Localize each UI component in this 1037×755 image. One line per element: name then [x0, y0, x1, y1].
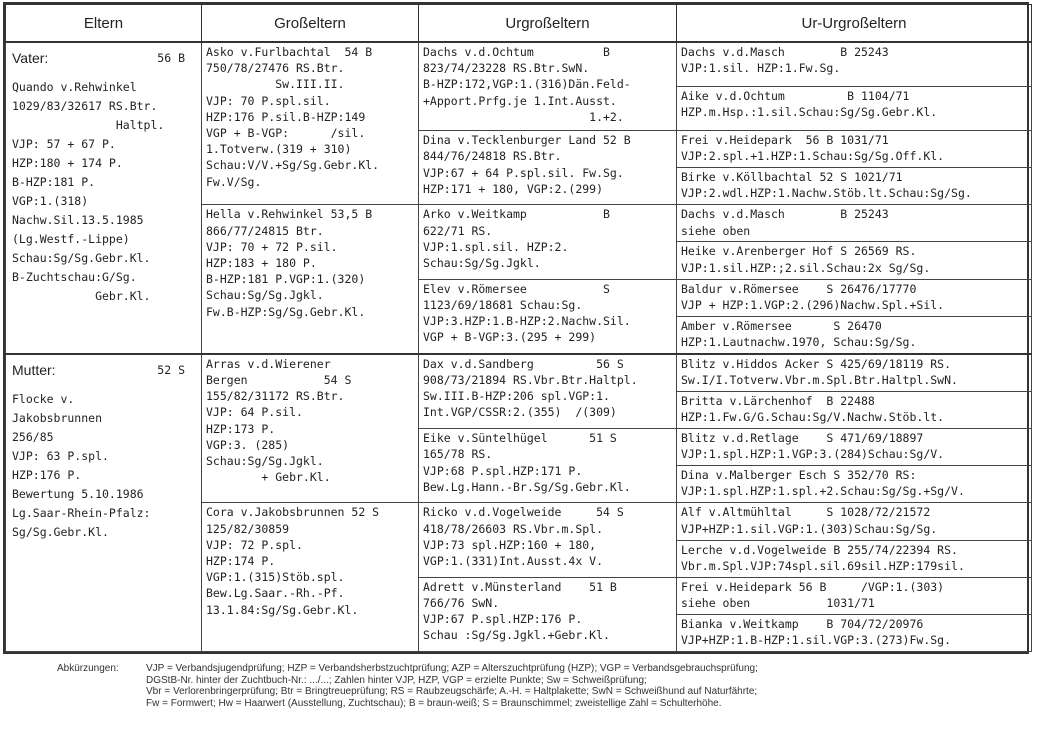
- entry-line: VGP + B-VGP: /sil.: [206, 126, 366, 141]
- great-great-grandparent-cell: [677, 577, 1032, 614]
- entry-line: 750/78/27476 RS.Btr.: [206, 61, 345, 76]
- entry-line: VJP:1.spl.HZP:1.spl.+2.Schau:Sg/Sg.+Sg/V.: [681, 484, 965, 499]
- mother-label: Mutter:: [12, 361, 56, 378]
- entry-line: VJP: 57 + 67 P.: [12, 137, 116, 151]
- entry-line: VJP:3.HZP:1.B-HZP:2.Nachw.Sil.: [423, 314, 631, 329]
- abbreviations-text: [146, 663, 1026, 709]
- entry-line: Baldur v.Römersee S 26476/17770: [681, 281, 917, 296]
- entry-line: HZP:183 + 180 P.: [206, 255, 317, 270]
- entry-line: 165/78 RS.: [423, 447, 493, 462]
- entry-line: VGP:1.(318): [12, 194, 89, 208]
- entry-line: Schau:Sg/Sg.Gebr.Kl.: [12, 251, 151, 265]
- entry-line: 844/76/24818 RS.Btr.: [423, 149, 562, 164]
- entry-line: 1.Totverw.(319 + 310): [206, 142, 352, 157]
- entry-line: Frei v.Heidepark 56 B 1031/71: [681, 133, 889, 148]
- great-great-grandparent-cell: [677, 614, 1032, 651]
- entry-line: VJP:68 P.spl.HZP:171 P.: [423, 463, 583, 478]
- entry-line: VJP:67 + 64 P.spl.sil. Fw.Sg.: [423, 165, 624, 180]
- entry-line: Dachs v.d.Masch B 25243: [681, 45, 889, 59]
- great-great-grandparent-cell: [677, 242, 1032, 279]
- entry-line: Flocke v.: [12, 391, 75, 406]
- entry-line: Bergen 54 S: [206, 373, 352, 388]
- entry-line: Vbr.m.Spl.VJP:74spl.sil.69sil.HZP:179sil.: [681, 558, 965, 573]
- entry-line: Alf v.Altmühltal S 1028/72/21572: [681, 505, 931, 520]
- great-great-grandparent-cell: [677, 205, 1032, 242]
- entry-line: Lerche v.d.Vogelweide B 255/74/22394 RS.: [681, 542, 958, 557]
- entry-line: 866/77/24815 Btr.: [206, 223, 324, 238]
- entry-line: Schau :Sg/Sg.Jgkl.+Gebr.Kl.: [423, 628, 610, 643]
- entry-line: VJP:73 spl.HZP:160 + 180,: [423, 537, 597, 552]
- great-great-grandparent-cell: [677, 429, 1032, 466]
- entry-line: + Gebr.Kl.: [206, 470, 331, 485]
- entry-line: Schau:Sg/Sg.Jgkl.: [206, 288, 324, 303]
- great-great-grandparent-cell: [677, 466, 1032, 503]
- great-great-grandparent-cell: [677, 168, 1032, 205]
- entry-line: Schau:V/V.+Sg/Sg.Gebr.Kl.: [206, 158, 380, 173]
- entry-line: HZP.m.Hsp.:1.sil.Schau:Sg/Sg.Gebr.Kl.: [681, 105, 938, 120]
- entry-line: VGP:1.(315)Stöb.spl.: [206, 570, 345, 585]
- entry-line: Schau:Sg/Sg.Jgkl.: [423, 255, 541, 270]
- great-great-grandparent-cell: [677, 131, 1032, 168]
- great-grandparent-cell: [419, 503, 677, 577]
- entry-line: HZP:174 P.: [206, 554, 276, 568]
- entry-line: Sg/Sg.Gebr.Kl.: [12, 524, 109, 539]
- entry-line: Fw.V/Sg.: [206, 174, 262, 189]
- grandparent-cell: [202, 354, 419, 503]
- entry-line: Amber v.Römersee S 26470: [681, 318, 882, 333]
- entry-line: 1.+2.: [423, 109, 624, 124]
- pedigree-sheet: [3, 2, 1029, 654]
- entry-line: 13.1.84:Sg/Sg.Gebr.Kl.: [206, 602, 359, 617]
- entry-line: HZP:173 P.: [206, 421, 276, 436]
- great-grandparent-cell: [419, 131, 677, 205]
- great-grandparent-cell: [419, 279, 677, 354]
- entry-line: +Apport.Prfg.je 1.Int.Ausst.: [423, 93, 617, 108]
- entry-line: 1123/69/18681 Schau:Sg.: [423, 297, 583, 312]
- entry-line: VJP + HZP:1.VGP:2.(296)Nachw.Spl.+Sil.: [681, 297, 945, 312]
- entry-line: Bianka v.Weitkamp B 704/72/20976: [681, 616, 924, 631]
- entry-line: Haltpl.: [12, 118, 165, 132]
- mother-cell: [6, 354, 202, 652]
- abbreviations-line: Fw = Formwert; Hw = Haarwert (Ausstellung, Zuchtschau); B = braun-weiß; S = Braunschimmel; zweistellige Zahl = Schulterhöhe.: [146, 697, 722, 709]
- entry-line: Dina v.Malberger Esch S 352/70 RS:: [681, 468, 917, 483]
- entry-line: VJP: 64 P.sil.: [206, 405, 303, 420]
- entry-line: 823/74/23228 RS.Btr.SwN.: [423, 61, 590, 76]
- entry-line: Schau:Sg/Sg.Jgkl.: [206, 454, 324, 469]
- grandparent-cell: [202, 42, 419, 205]
- entry-line: HZP:176 P.: [12, 467, 82, 482]
- entry-line: Gebr.Kl.: [12, 289, 151, 303]
- entry-line: VJP:67 P.spl.HZP:176 P.: [423, 612, 583, 627]
- entry-line: Adrett v.Münsterland 51 B: [423, 579, 617, 594]
- great-grandparent-cell: [419, 354, 677, 429]
- entry-line: Bew.Lg.Hann.-Br.Sg/Sg.Gebr.Kl.: [423, 479, 631, 494]
- entry-line: Bewertung 5.10.1986: [12, 486, 144, 501]
- great-great-grandparent-cell: [677, 354, 1032, 392]
- great-great-grandparent-cell: [677, 279, 1032, 316]
- entry-line: 622/71 RS.: [423, 223, 493, 238]
- entry-line: Hella v.Rehwinkel 53,5 B: [206, 207, 373, 222]
- abbreviations-label: Abkürzungen:: [57, 663, 119, 674]
- entry-line: 155/82/31172 RS.Btr.: [206, 389, 345, 404]
- father-size: 56 B: [157, 51, 185, 65]
- entry-line: VJP:1.spl.HZP:1.VGP:3.(284)Schau:Sg/V.: [681, 447, 945, 462]
- great-great-grandparent-cell: [677, 540, 1032, 577]
- entry-line: VJP:1.spl.sil. HZP:2.: [423, 239, 569, 254]
- great-great-grandparent-cell: [677, 503, 1032, 540]
- entry-line: Int.VGP/CSSR:2.(355) /(309): [423, 405, 617, 420]
- entry-line: VJP: 72 P.spl.: [206, 537, 303, 552]
- entry-line: B-HZP:181 P.VGP:1.(320): [206, 272, 366, 287]
- entry-line: Cora v.Jakobsbrunnen 52 S: [206, 505, 380, 520]
- entry-line: VGP:3. (285): [206, 437, 290, 452]
- great-great-grandparent-cell: [677, 392, 1032, 429]
- entry-line: Eike v.Süntelhügel 51 S: [423, 431, 617, 446]
- entry-line: 418/78/26603 RS.Vbr.m.Spl.: [423, 521, 604, 536]
- entry-line: Arras v.d.Wierener: [206, 356, 331, 371]
- entry-line: HZP:180 + 174 P.: [12, 156, 123, 170]
- great-grandparent-cell: [419, 205, 677, 279]
- entry-line: Dax v.d.Sandberg 56 S: [423, 356, 624, 371]
- pedigree-row: [6, 42, 1032, 87]
- entry-line: 766/76 SwN.: [423, 595, 500, 610]
- entry-line: VJP+HZP:1.sil.VGP:1.(303)Schau:Sg/Sg.: [681, 521, 938, 536]
- grandparent-cell: [202, 205, 419, 354]
- entry-line: VJP: 63 P.spl.: [12, 448, 109, 463]
- entry-line: (Lg.Westf.-Lippe): [12, 232, 130, 246]
- abbreviations-line: Vbr = Verlorenbringerprüfung; Btr = Bringtreueprüfung; RS = Raubzeugschärfe; A.-H. = Haltplakette; SwN = Schweißhund auf Naturfährte;: [146, 686, 758, 697]
- entry-line: 125/82/30859: [206, 521, 290, 536]
- entry-line: HZP:176 P.sil.B-HZP:149: [206, 109, 366, 124]
- father-heading: [12, 49, 195, 68]
- entry-line: Sw.I/I.Totverw.Vbr.m.Spl.Btr.Haltpl.SwN.: [681, 373, 958, 388]
- entry-line: HZP:1.Lautnachw.1970, Schau:Sg/Sg.: [681, 334, 917, 349]
- entry-line: Frei v.Heidepark 56 B /VGP:1.(303): [681, 579, 945, 594]
- entry-line: Asko v.Furlbachtal 54 B: [206, 45, 373, 59]
- entry-line: Blitz v.Hiddos Acker S 425/69/18119 RS.: [681, 356, 952, 371]
- entry-line: VJP:2.wdl.HZP:1.Nachw.Stöb.lt.Schau:Sg/Sg.: [681, 186, 972, 201]
- header-eltern: Eltern: [6, 5, 202, 43]
- entry-line: VGP + B-VGP:3.(295 + 299): [423, 330, 597, 345]
- entry-line: VJP:2.spl.+1.HZP:1.Schau:Sg/Sg.Off.Kl.: [681, 149, 945, 164]
- father-label: Vater:: [12, 50, 49, 66]
- entry-line: 1029/83/32617 RS.Btr.: [12, 99, 158, 113]
- header-row: [6, 5, 1032, 43]
- entry-line: B-HZP:172,VGP:1.(316)Dän.Feld-: [423, 77, 631, 92]
- header-urgrosseltern: Urgroßeltern: [419, 5, 677, 43]
- entry-line: Jakobsbrunnen: [12, 410, 103, 425]
- entry-line: Fw.B-HZP:Sg/Sg.Gebr.Kl.: [206, 304, 366, 319]
- header-grosseltern: Großeltern: [202, 5, 419, 43]
- entry-line: B-HZP:181 P.: [12, 175, 96, 189]
- entry-line: Heike v.Arenberger Hof S 26569 RS.: [681, 244, 917, 259]
- entry-line: 908/73/21894 RS.Vbr.Btr.Haltpl.: [423, 373, 638, 388]
- entry-line: Dina v.Tecklenburger Land 52 B: [423, 133, 631, 148]
- entry-line: Quando v.Rehwinkel: [12, 80, 137, 94]
- father-cell: [6, 42, 202, 354]
- grandparent-cell: [202, 503, 419, 652]
- entry-line: Arko v.Weitkamp B: [423, 207, 610, 222]
- entry-line: VJP:1.sil.HZP:;2.sil.Schau:2x Sg/Sg.: [681, 260, 931, 275]
- entry-line: VGP:1.(331)Int.Ausst.4x V.: [423, 554, 604, 568]
- entry-line: VJP: 70 + 72 P.sil.: [206, 239, 338, 254]
- entry-line: B-Zuchtschau:G/Sg.: [12, 270, 137, 284]
- entry-line: siehe oben: [681, 223, 751, 238]
- entry-line: Lg.Saar-Rhein-Pfalz:: [12, 505, 151, 520]
- great-great-grandparent-cell: [677, 42, 1032, 87]
- pedigree-table: [5, 4, 1032, 652]
- entry-line: VJP:1.sil. HZP:1.Fw.Sg.: [681, 61, 841, 76]
- great-grandparent-cell: [419, 577, 677, 651]
- great-grandparent-cell: [419, 429, 677, 503]
- entry-line: Britta v.Lärchenhof B 22488: [681, 394, 875, 409]
- entry-line: Elev v.Römersee S: [423, 281, 610, 296]
- entry-line: HZP:1.Fw.G/G.Schau:Sg/V.Nachw.Stöb.lt.: [681, 410, 945, 425]
- entry-line: Bew.Lg.Saar.-Rh.-Pf.: [206, 586, 345, 601]
- entry-line: Nachw.Sil.13.5.1985: [12, 213, 144, 227]
- entry-line: VJP+HZP:1.B-HZP:1.sil.VGP:3.(273)Fw.Sg.: [681, 632, 952, 647]
- entry-line: VJP: 70 P.spl.sil.: [206, 93, 331, 108]
- entry-line: Dachs v.d.Masch B 25243: [681, 207, 889, 222]
- entry-line: 256/85: [12, 429, 54, 444]
- entry-line: Aike v.d.Ochtum B 1104/71: [681, 89, 910, 104]
- header-ur-urgrosseltern: Ur-Urgroßeltern: [677, 5, 1032, 43]
- entry-line: siehe oben 1031/71: [681, 595, 875, 610]
- entry-line: Dachs v.d.Ochtum B: [423, 45, 610, 59]
- entry-line: HZP:171 + 180, VGP:2.(299): [423, 181, 604, 196]
- great-grandparent-cell: [419, 42, 677, 131]
- entry-line: Ricko v.d.Vogelweide 54 S: [423, 505, 624, 520]
- entry-line: Sw.III.B-HZP:206 spl.VGP:1.: [423, 389, 610, 404]
- abbreviations-line: DGStB-Nr. hinter der Zuchtbuch-Nr.: .../...; Zahlen hinter VJP, HZP, VGP = erzielte Punkte; Sw = Schweißprüfung;: [146, 674, 647, 686]
- pedigree-row: [6, 354, 1032, 392]
- great-great-grandparent-cell: [677, 87, 1032, 131]
- pedigree-body: [6, 42, 1032, 652]
- abbreviations-line: VJP = Verbandsjugendprüfung; HZP = Verbandsherbstzuchtprüfung; AZP = Alterszuchtprüfung (HZP); VGP = Verbandsgebrauchsprüfung;: [146, 663, 758, 674]
- entry-line: Sw.III.II.: [206, 77, 345, 92]
- entry-line: Blitz v.d.Retlage S 471/69/18897: [681, 431, 924, 446]
- great-great-grandparent-cell: [677, 316, 1032, 354]
- mother-size: 52 S: [157, 362, 185, 377]
- entry-line: Birke v.Köllbachtal 52 S 1021/71: [681, 170, 903, 185]
- mother-heading: [12, 361, 195, 380]
